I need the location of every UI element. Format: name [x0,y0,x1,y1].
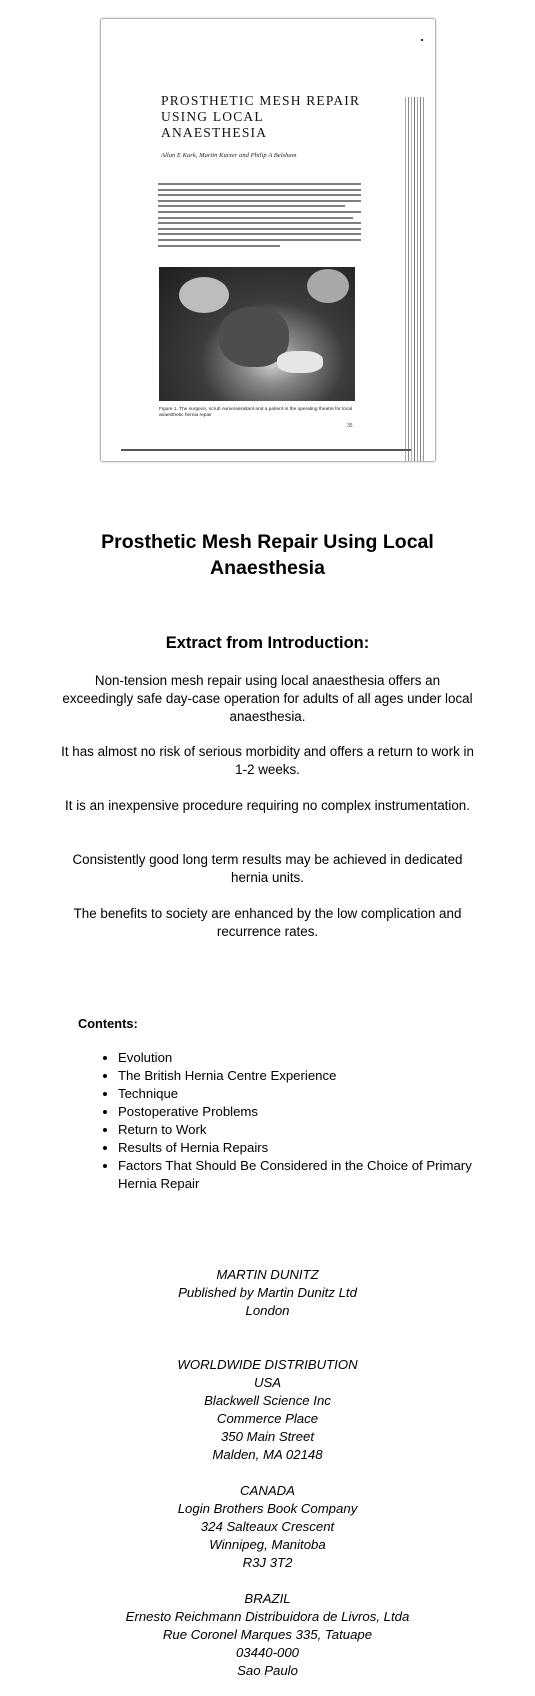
page-title: Prosthetic Mesh Repair Using Local Anaesthesia [101,531,434,579]
address-line: R3J 3T2 [242,1555,293,1570]
country: USA [253,1375,282,1390]
cover-title: PROSTHETIC MESH REPAIR USING LOCAL ANAESTHESIA [161,93,361,140]
intro-paragraph: It is an inexpensive procedure requiring no complex instrumentation. [65,798,470,813]
list-item: • Return to Work [118,1121,498,1139]
list-item: • Evolution [118,1049,498,1067]
book-page-image [100,18,436,462]
distribution-canada [40,1482,495,1572]
contents-list [78,1049,498,1193]
address-line: Sao Paulo [237,1663,298,1678]
publisher-line: Published by Martin Dunitz Ltd [178,1285,357,1300]
distribution-brazil [40,1590,495,1680]
publisher-block [40,1266,495,1320]
address-line: 03440-000 [235,1645,300,1660]
address-line: Malden, MA 02148 [212,1447,323,1462]
publisher-city: London [245,1303,290,1318]
surgery-photo [159,267,355,401]
distribution-heading: WORLDWIDE DISTRIBUTION [177,1357,358,1372]
country: BRAZIL [244,1591,291,1606]
list-item: • Factors That Should Be Considered in the Choice of Primary Hernia Repair [118,1157,498,1193]
list-item: • The British Hernia Centre Experience [118,1067,498,1085]
contents-heading: Contents: [78,1016,138,1031]
country: CANADA [240,1483,295,1498]
address-line: 324 Salteaux Crescent [200,1519,335,1534]
company: Blackwell Science Inc [204,1393,331,1408]
company: Ernesto Reichmann Distribuidora de Livros, Ltda [125,1609,410,1624]
extract-heading: Extract from Introduction: [165,634,370,652]
cover-page-number: 35 [347,423,353,429]
intro-paragraph: It has almost no risk of serious morbidity and offers a return to work in 1-2 weeks. [61,744,474,777]
cover-figure-caption: Figure 1. The surgeon, scrub nurse/assistant and a patient in the operating theatre for local anaesthetic hernia repair [159,407,352,418]
intro-paragraph: Non-tension mesh repair using local anaesthesia offers an exceedingly safe day-case operation for adults of all ages under local anaesthesia. [62,673,473,724]
page-speck [421,39,423,41]
address-line: Commerce Place [216,1411,319,1426]
intro-paragraph: Consistently good long term results may be achieved in dedicated hernia units. [72,852,463,885]
intro-paragraph: The benefits to society are enhanced by the low complication and recurrence rates. [73,906,462,939]
list-item: • Technique [118,1085,498,1103]
address-line: Rue Coronel Marques 335, Tatuape [162,1627,373,1642]
list-item: • Postoperative Problems [118,1103,498,1121]
cover-authors: Allan E Kark, Martin Kurzer and Philip A Belsham [161,152,297,159]
address-line: Winnipeg, Manitoba [209,1537,326,1552]
page-bottom-rule [121,449,411,451]
cover-body-text [158,183,361,250]
publisher-name: MARTIN DUNITZ [216,1267,319,1282]
page-edge-lines [403,97,425,462]
list-item: • Results of Hernia Repairs [118,1139,498,1157]
address-line: 350 Main Street [220,1429,315,1444]
distribution-usa [40,1356,495,1464]
company: Login Brothers Book Company [177,1501,358,1516]
